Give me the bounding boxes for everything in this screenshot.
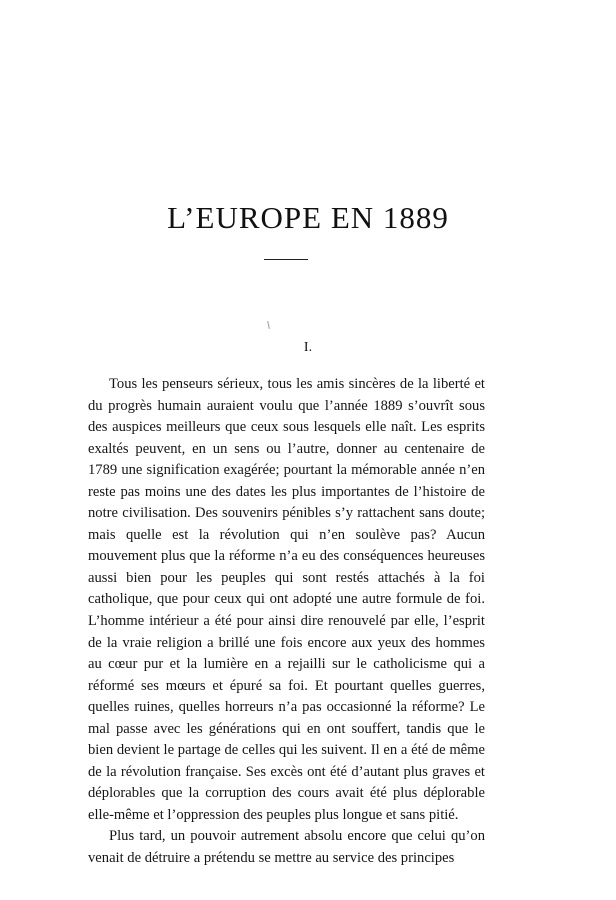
paragraph-1: Tous les penseurs sérieux, tous les amis sincères de la liberté et du progrès humain auraient voulu que l’année 1889 s’ouvrît sous des auspices meilleurs que ceux sous lesquels elle naît. Les esprits exaltés peuvent, en un sens ou l’autre, donner au centenaire de 1789 une signification exagérée; pourtant la mémorable année n’en reste pas moins une des dates les plus importantes de l’histoire de notre civilisation. Des souvenirs pénibles s’y rattachent sans doute; mais quelle est la révolution qui n’en soulève pas? Aucun mouvement plus que la réforme n’a eu des conséquences heureuses aussi bien pour les peuples qui sont restés attachés à la foi catholique, que pour ceux qui ont adopté une autre formule de foi. L’homme intérieur a été pour ainsi dire renouvelé par elle, l’esprit de la vraie religion a brillé une fois encore aux yeux des hommes au cœur pur et la lumière en a rejailli sur le catholicisme qui a réformé ses mœurs et épuré sa foi. Et pourtant quelles guerres, quelles ruines, quelles horreurs n’a pas occasionné la réforme? Le mal passe avec les générations qui en ont souffert, tandis que le bien devient le partage de celles qui les suivent. Il en a été de même de la révolution française. Ses excès ont été d’autant plus graves et déplorables que la corruption des cours avait été plus déplorable elle-même et l’oppression des peuples plus longue et sans pitié. bbox=[88, 376, 485, 823]
section-number: I. bbox=[303, 340, 313, 355]
body-text bbox=[88, 374, 485, 870]
paragraph-2: Plus tard, un pouvoir autrement absolu encore que celui qu’on venait de détruire a prétendu se mettre au service des principes bbox=[88, 828, 485, 867]
title-rule bbox=[264, 259, 308, 260]
stray-ink-mark bbox=[267, 321, 270, 329]
chapter-title: L’EUROPE EN 1889 bbox=[167, 200, 449, 235]
